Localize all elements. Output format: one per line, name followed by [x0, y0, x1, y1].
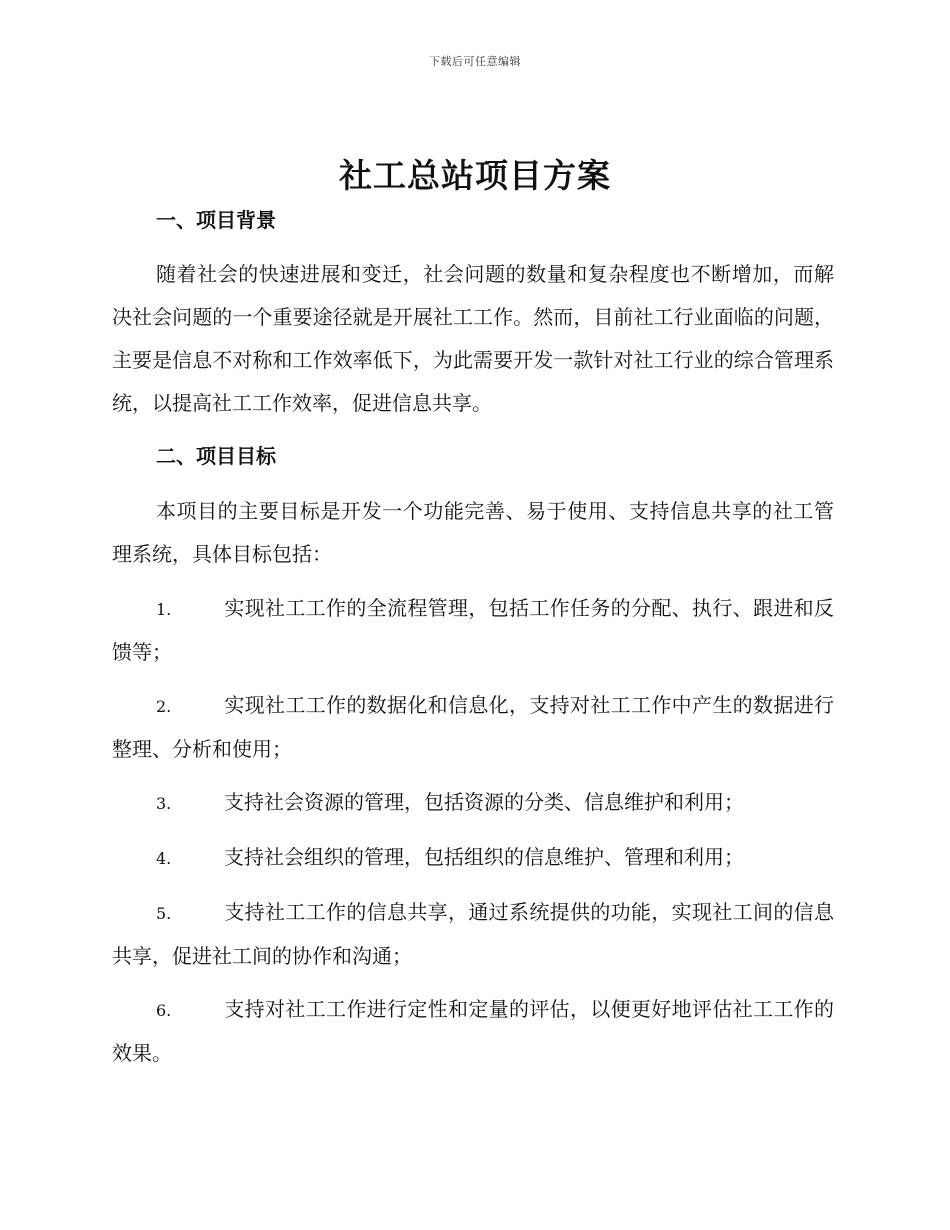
- list-item: [112, 684, 834, 771]
- list-item: [112, 781, 834, 825]
- list-text: 实现社工工作的数据化和信息化，支持对社工工作中产生的数据进行整理、分析和使用；: [112, 693, 834, 761]
- list-number: 5.: [156, 904, 172, 923]
- goal-item-4: [112, 836, 834, 880]
- list-number: 3.: [156, 794, 172, 813]
- list-number: 2.: [156, 697, 172, 716]
- list-number: 6.: [156, 1001, 172, 1020]
- goals-intro-block: [112, 490, 834, 576]
- list-item: [112, 587, 834, 674]
- list-text: 实现社工工作的全流程管理，包括工作任务的分配、执行、跟进和反馈等；: [112, 596, 834, 664]
- header-note: 下载后可任意编辑: [429, 55, 521, 68]
- section-heading-goals: 二、项目目标: [156, 444, 276, 468]
- list-item: [112, 988, 834, 1075]
- goals-intro: 本项目的主要目标是开发一个功能完善、易于使用、支持信息共享的社工管理系统，具体目标包括：: [112, 499, 834, 566]
- list-number: 4.: [156, 849, 172, 868]
- list-text: 支持社工工作的信息共享，通过系统提供的功能，实现社工间的信息共享，促进社工间的协作和沟通；: [112, 900, 834, 968]
- list-number: 1.: [156, 600, 172, 619]
- document-title: 社工总站项目方案: [339, 156, 611, 195]
- goal-item-5: [112, 891, 834, 978]
- list-text: 支持社会组织的管理，包括组织的信息维护、管理和利用；: [224, 845, 744, 869]
- goal-item-2: [112, 684, 834, 771]
- background-body: [112, 253, 834, 425]
- goal-item-1: [112, 587, 834, 674]
- section-heading-background: 一、项目背景: [156, 208, 276, 232]
- background-paragraph: 随着社会的快速进展和变迁，社会问题的数量和复杂程度也不断增加，而解决社会问题的一个重要途径就是开展社工工作。然而，目前社工行业面临的问题，主要是信息不对称和工作效率低下，为此需要开发一款针对社工行业的综合管理系统，以提高社工工作效率，促进信息共享。: [112, 262, 834, 415]
- list-text: 支持对社工工作进行定性和定量的评估，以便更好地评估社工工作的效果。: [112, 997, 834, 1065]
- goal-item-6: [112, 988, 834, 1075]
- list-text: 支持社会资源的管理，包括资源的分类、信息维护和利用；: [224, 790, 744, 814]
- goal-item-3: [112, 781, 834, 825]
- section-background: [112, 206, 834, 234]
- section-goals: [112, 442, 834, 470]
- list-item: [112, 836, 834, 880]
- list-item: [112, 891, 834, 978]
